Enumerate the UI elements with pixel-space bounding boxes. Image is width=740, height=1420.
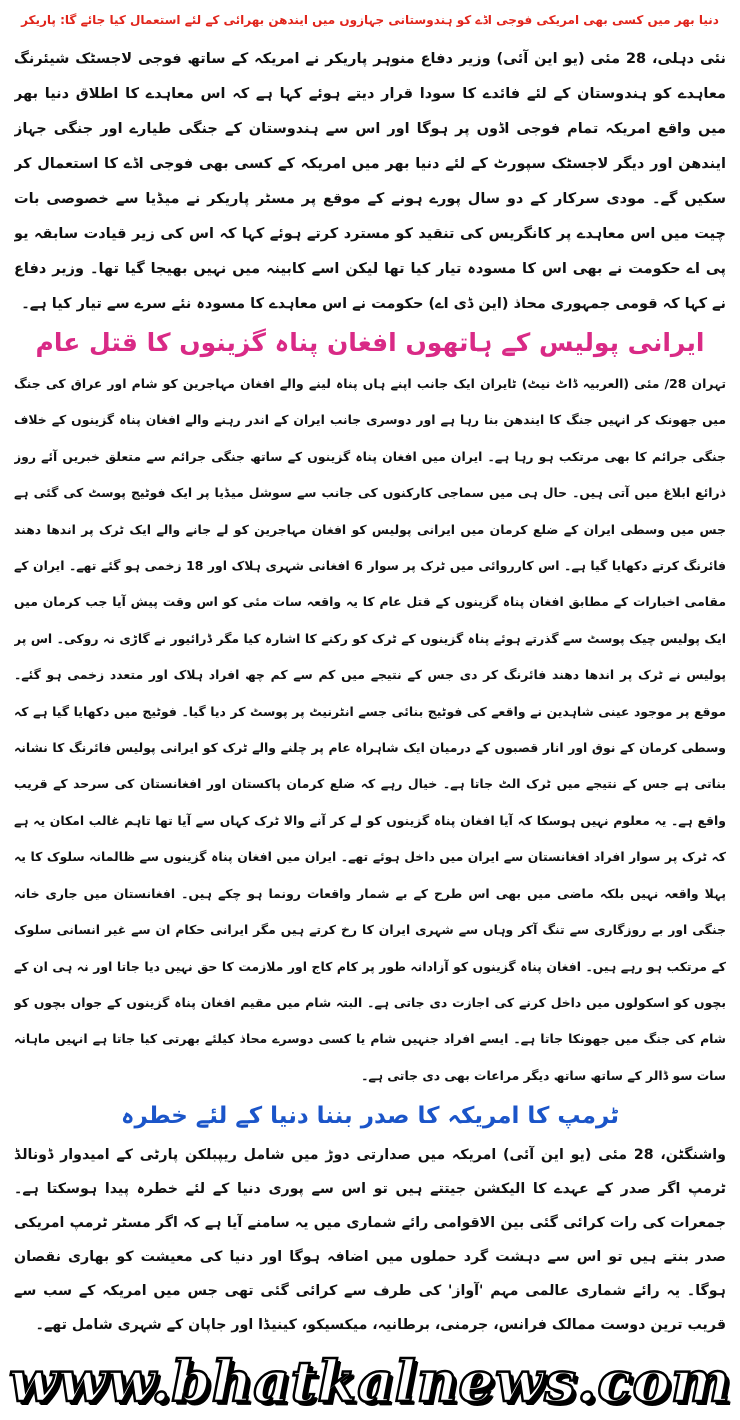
article-body-iranian-police	[14, 366, 726, 1094]
article-body-parrikar	[14, 42, 726, 322]
headline-parrikar: دنیا بھر میں کسی بھی امریکی فوجی اڈے کو ہندوستانی جہازوں میں ایندھن بھرائی کے لئے استعمال کیا جائے گا: پاریکر	[21, 13, 719, 27]
article-text: واشنگٹن، 28 مئی (یو این آئی) امریکہ میں صدارتی دوڑ میں شامل ریپبلکن پارٹی کے امیدوار ڈونالڈ ٹرمپ اگر صدر کے عہدے کا الیکشن جیتتے ہیں تو اس سے پوری دنیا کے لئے خطرہ پیدا ہوسکتا ہے۔ جمعرات کی رات کرائی گئی بین الاقوامی رائے شماری میں یہ سامنے آیا ہے کہ اگر مسٹر ٹرمپ امریکی صدر بنتے ہیں تو اس سے دہشت گرد حملوں میں اضافہ ہوگا اور دنیا کی معیشت کو بھاری نقصان ہوگا۔ یہ رائے شماری عالمی مہم 'آواز' کی طرف سے کرائی گئی تھی جس میں امریکہ کے سب سے قریب ترین دوست ممالک فرانس، جرمنی، برطانیہ، میکسیکو، کینیڈا اور جاپان کے شہری شامل تھے۔	[14, 1147, 726, 1333]
article-text: نئی دہلی، 28 مئی (یو این آئی) وزیر دفاع منوہر پاریکر نے امریکہ کے ساتھ فوجی لاجسٹک شیئرنگ معاہدے کو ہندوستان کے لئے فائدے کا سودا قرار دیتے ہوئے کہا ہے کہ اس معاہدے کا اطلاق دنیا بھر میں واقع امریکہ تمام فوجی اڈوں پر ہوگا اور اس سے ہندوستان کے جنگی طیارے اور جنگی جہاز ایندھن اور دیگر لاجسٹک سپورٹ کے لئے دنیا بھر میں امریکہ کے کسی بھی فوجی اڈے کا استعمال کر سکیں گے۔ مودی سرکار کے دو سال پورے ہونے کے موقع پر مسٹر پاریکر نے میڈیا سے خصوصی بات چیت میں اس معاہدے پر کانگریس کی تنقید کو مسترد کرتے ہوئے کہا کہ اس کی زیر قیادت سابقہ یو پی اے حکومت نے بھی اس کا مسودہ تیار کیا تھا لیکن اسے کابینہ میں نہیں بھیجا گیا تھا۔ وزیر دفاع نے کہا کہ قومی جمہوری محاذ (این ڈی اے) حکومت نے اس معاہدے کا مسودہ نئے سرے سے تیار کیا ہے۔	[14, 51, 726, 312]
article-text: تہران 28/ مئی (العربیہ ڈاٹ نیٹ) ٹایران ایک جانب اپنے ہاں پناہ لینے والے افغان مہاجرین کو شام اور عراق کی جنگ میں جھونک کر انہیں جنگ کا ایندھن بنا رہا ہے اور دوسری جانب ایران کے اندر رہنے والے افغان پناہ گزینوں کے خلاف جنگی جرائم کا بھی مرتکب ہو رہا ہے۔ ایران میں افغان پناہ گزینوں کے ساتھ جنگی جرائم سے متعلق خبریں آئے روز ذرائع ابلاغ میں آتی ہیں۔ حال ہی میں سماجی کارکنوں کی جانب سے سوشل میڈیا پر ایک فوٹیج پوسٹ کی گئی ہے جس میں وسطی ایران کے ضلع کرمان میں ایرانی پولیس کو افغان مہاجرین کو لے جانے والے ایک ٹرک پر اندھا دھند فائرنگ کرتے دکھایا گیا ہے۔ اس کارروائی میں ٹرک پر سوار 6 افغانی شہری ہلاک اور 18 زخمی ہو گئے تھے۔ ایران کے مقامی اخبارات کے مطابق افغان پناہ گزینوں کے قتل عام کا یہ واقعہ سات مئی کو اس وقت پیش آیا جب کرمان میں ایک پولیس چیک پوسٹ سے گذرتے ہوئے پناہ گزینوں کے ٹرک کو رکنے کا اشارہ کیا مگر ڈرائیور نے گاڑی نہ روکی۔ اس پر پولیس نے ٹرک پر اندھا دھند فائرنگ کر دی جس کے نتیجے میں کم سے کم چھ افراد ہلاک اور متعدد زخمی ہو گئے۔ موقع پر موجود عینی شاہدین نے واقعے کی فوٹیج بنائی جسے انٹرنیٹ پر پوسٹ کر دیا گیا۔ فوٹیج میں دکھایا گیا ہے کہ وسطی کرمان کے نوق اور انار قصبوں کے درمیان ایک شاہراہ عام پر چلنے والے ٹرک کو ایرانی پولیس فائرنگ کا نشانہ بناتی ہے جس کے نتیجے میں ٹرک الٹ جاتا ہے۔ خیال رہے کہ ضلع کرمان پاکستان اور افغانستان کی سرحد کے قریب واقع ہے۔ یہ معلوم نہیں ہوسکا کہ آیا افغان پناہ گزینوں کو لے کر آنے والا ٹرک کہاں سے آیا تھا تاہم غالب امکان یہ ہے کہ ٹرک پر سوار افراد افغانستان سے ایران میں داخل ہوئے تھے۔ ایران میں افغان پناہ گزینوں سے ظالمانہ سلوک کا یہ پہلا واقعہ نہیں بلکہ ماضی میں بھی اس طرح کے بے شمار واقعات رونما ہو چکے ہیں۔ افغانستان میں جاری خانہ جنگی اور بے روزگاری سے تنگ آکر وہاں سے شہری ایران کا رخ کرتے ہیں مگر ایرانی حکام ان سے غیر انسانی سلوک کے مرتکب ہو رہے ہیں۔ افغان پناہ گزینوں کو آزادانہ طور پر کام کاج اور ملازمت کا حق نہیں دیا جاتا اور نہ ہی ان کے بچوں کو اسکولوں میں داخل کرنے کی اجازت دی جاتی ہے۔ البتہ شام میں مقیم افغان پناہ گزینوں کے جواں بچوں کو شام کی جنگ میں جھونکا جاتا ہے۔ ایسے افراد جنہیں شام یا کسی دوسرے محاذ کیلئے بھرتی کیا جاتا ہے انہیں ماہانہ سات سو ڈالر کے ساتھ ساتھ دیگر مراعات بھی دی جاتی ہے۔	[14, 376, 726, 1083]
headline-trump: ٹرمپ کا امریکہ کا صدر بننا دنیا کے لئے خطرہ	[121, 1103, 619, 1129]
article-body-trump	[14, 1138, 726, 1342]
footer-banner	[0, 1345, 740, 1420]
headline-iranian-police: ایرانی پولیس کے ہاتھوں افغان پناہ گزینوں کا قتل عام	[35, 328, 705, 357]
site-url[interactable]: www.bhatkalnews.com	[8, 1349, 732, 1415]
